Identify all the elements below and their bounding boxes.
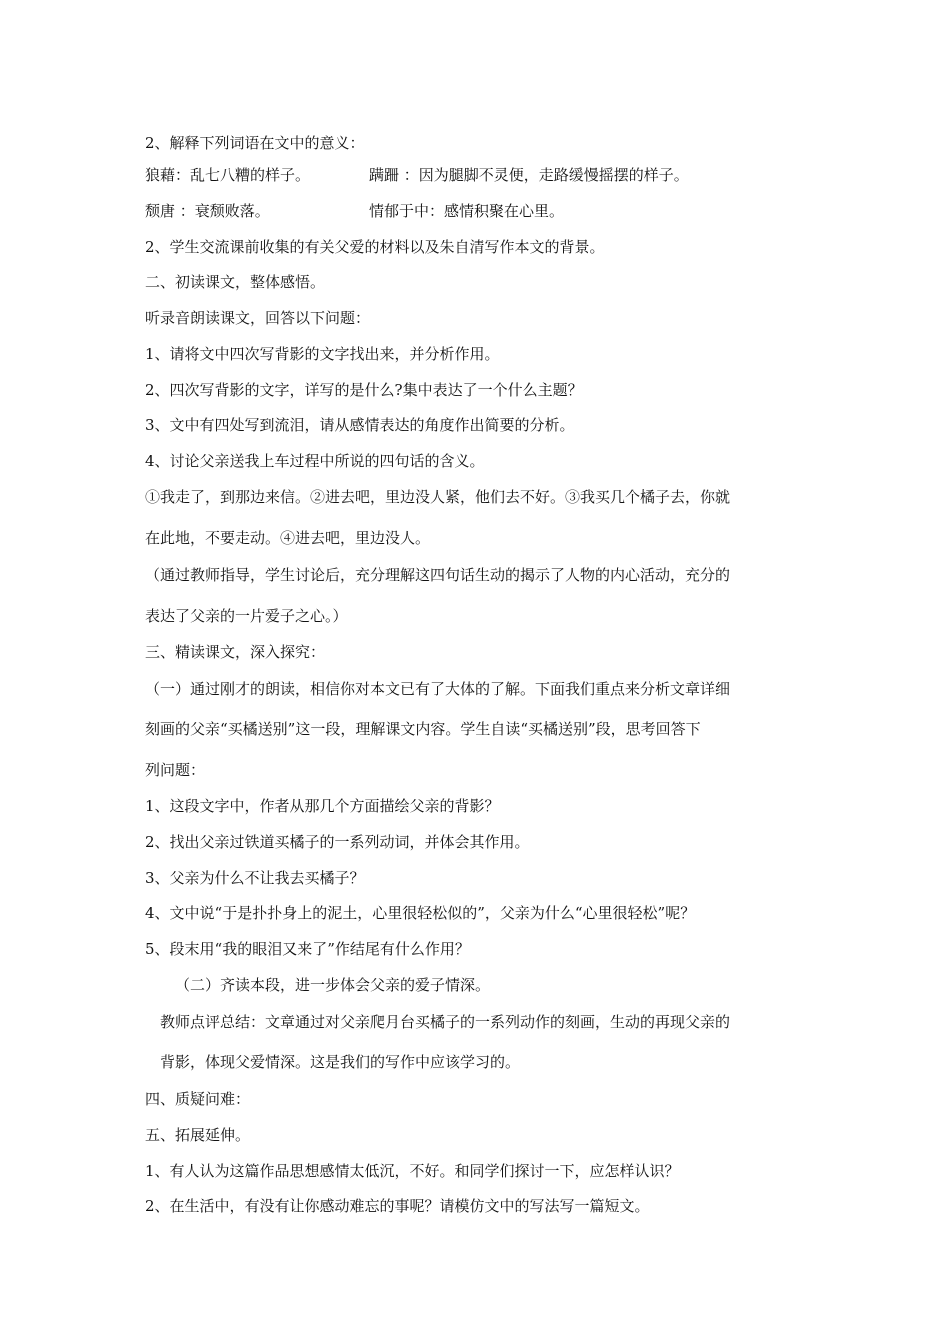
listen-instructions: 听录音朗读课文，回答以下问题： — [145, 309, 371, 327]
heading-section-2: 二、初读课文，整体感悟。 — [145, 273, 326, 291]
question-item: 2、四次写背影的文字，详写的是什么?集中表达了一个什么主题？ — [145, 381, 583, 399]
item-student-exchange: 2、学生交流课前收集的有关父爱的材料以及朱自清写作本文的背景。 — [145, 238, 605, 256]
quote-line: ①我走了，到那边来信。②进去吧，里边没人紧，他们去不好。③我买几个橘子去，你就 — [145, 488, 731, 506]
question-item: 1、有人认为这篇作品思想感情太低沉，不好。和同学们探讨一下，应怎样认识？ — [145, 1162, 680, 1180]
vocab-panshan: 蹒跚 ：因为腿脚不灵便，走路缓慢摇摆的样子。 — [369, 166, 689, 184]
question-item: 2、找出父亲过铁道买橘子的一系列动词，并体会其作用。 — [145, 833, 530, 851]
vocab-tuitang: 颓唐 ：衰颓败落。 — [145, 202, 270, 220]
question-item: 4、文中说“于是扑扑身上的泥土，心里很轻松似的”，父亲为什么“心里很轻松”呢？ — [145, 904, 696, 922]
note-paragraph: （通过教师指导，学生讨论后，充分理解这四句话生动的揭示了人物的内心活动，充分的 — [145, 566, 731, 584]
question-item: 3、文中有四处写到流泪，请从感情表达的角度作出简要的分析。 — [145, 416, 575, 434]
question-item: 1、这段文字中，作者从那几个方面描绘父亲的背影？ — [145, 797, 500, 815]
vocab-langji: 狼藉：乱七八糟的样子。 — [145, 166, 311, 184]
paragraph-line: 刻画的父亲“买橘送别”这一段，理解课文内容。学生自读“买橘送别”段，思考回答下 — [145, 720, 701, 738]
question-item: 3、父亲为什么不让我去买橘子？ — [145, 869, 365, 887]
vocab-row-1 — [145, 165, 689, 185]
teacher-summary: 背影，体现父爱情深。这是我们的写作中应该学习的。 — [160, 1053, 521, 1071]
vocab-row-2 — [145, 201, 564, 221]
item-explain-words: 2、解释下列词语在文中的意义： — [145, 134, 365, 152]
question-item: 4、讨论父亲送我上车过程中所说的四句话的含义。 — [145, 452, 485, 470]
question-item: 1、请将文中四次写背影的文字找出来，并分析作用。 — [145, 345, 500, 363]
note-paragraph: 表达了父亲的一片爱子之心。） — [145, 607, 348, 625]
question-item: 2、在生活中，有没有让你感动难忘的事呢？请模仿文中的写法写一篇短文。 — [145, 1197, 650, 1215]
teacher-summary: 教师点评总结：文章通过对父亲爬月台买橘子的一系列动作的刻画，生动的再现父亲的 — [160, 1013, 731, 1031]
heading-section-5: 五、拓展延伸。 — [145, 1126, 251, 1144]
paragraph-line: 列问题： — [145, 761, 206, 779]
paragraph-line: （一）通过刚才的朗读，相信你对本文已有了大体的了解。下面我们重点来分析文章详细 — [145, 680, 731, 698]
heading-section-3: 三、精读课文，深入探究： — [145, 643, 326, 661]
heading-section-4: 四、质疑问难： — [145, 1090, 251, 1108]
vocab-qingyuyuzhong: 情郁于中：感情积聚在心里。 — [369, 202, 565, 220]
question-item: 5、段末用“我的眼泪又来了”作结尾有什么作用？ — [145, 940, 470, 958]
quote-line: 在此地，不要走动。④进去吧，里边没人。 — [145, 529, 431, 547]
subheading-2: （二）齐读本段，进一步体会父亲的爱子情深。 — [175, 976, 491, 994]
